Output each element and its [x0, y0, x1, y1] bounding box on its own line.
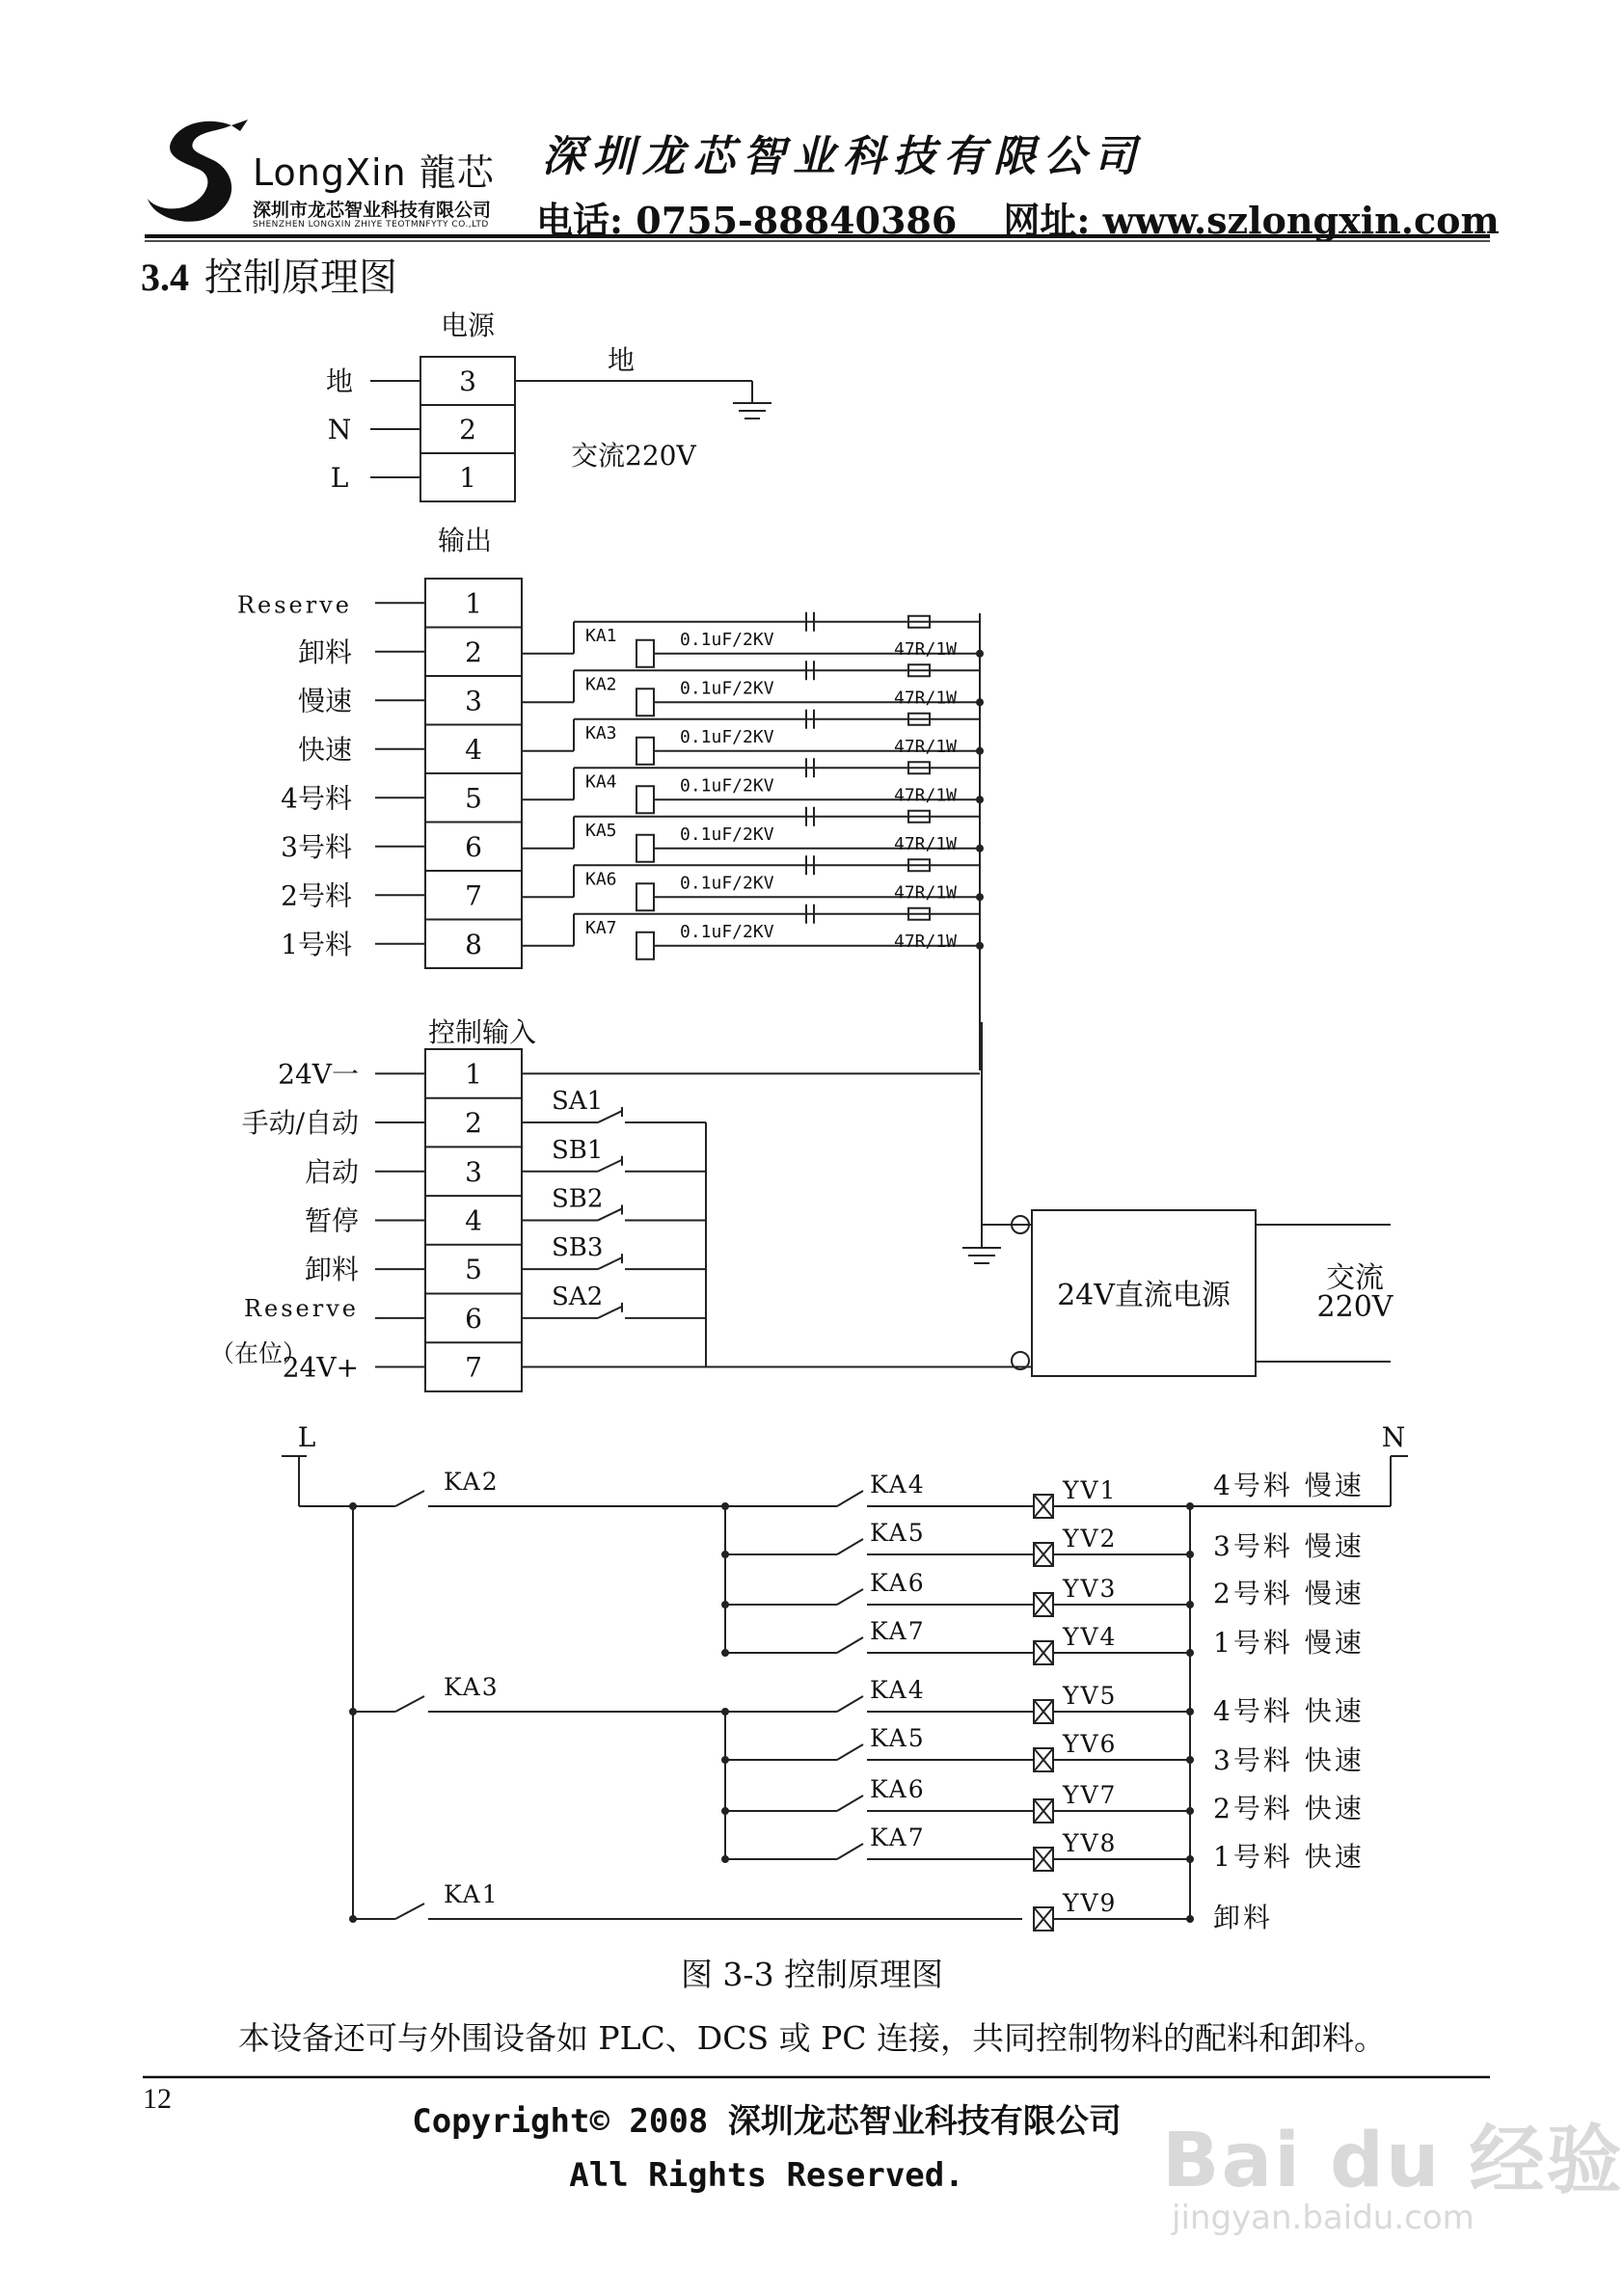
coil-label: YV9 — [1063, 1889, 1118, 1917]
rights-line: All Rights Reserved. — [569, 2156, 964, 2195]
input-row-label: 卸料 — [304, 1254, 359, 1286]
relay-label: KA3 — [585, 722, 617, 743]
rung-contact-label: KA7 — [870, 1617, 926, 1645]
ladder-contact-icon — [837, 1637, 863, 1653]
control-input-title: 控制输入 — [427, 1016, 537, 1048]
capacitor-label: 0.1uF/2KV — [680, 629, 774, 650]
input-terminal-number: 2 — [465, 1107, 482, 1140]
output-row-label: 4号料 — [281, 782, 352, 815]
coil-label: YV4 — [1063, 1623, 1118, 1651]
output-row-label: 2号料 — [281, 879, 352, 912]
footer-rule — [0, 2073, 1624, 2083]
figure-caption: 图 3-3 控制原理图 — [680, 1956, 944, 1993]
coil-label: YV7 — [1063, 1781, 1118, 1809]
psu-ac-label-1: 交流 — [1326, 1261, 1384, 1295]
switch-label: SB2 — [552, 1184, 604, 1214]
ladder-contact-icon — [395, 1696, 424, 1712]
switch-label: SB3 — [552, 1233, 604, 1263]
junction-dot — [977, 797, 983, 802]
left-rail-label: L — [297, 1421, 316, 1453]
body-paragraph: 本设备还可与外围设备如 PLC、DCS 或 PC 连接，共同控制物料的配料和卸料。 — [237, 2019, 1387, 2057]
logo-text: LongXin 龍芯 — [253, 151, 495, 194]
relay-label: KA7 — [585, 917, 617, 938]
logo-subtitle-en: SHENZHEN LONGXIN ZHIYE TEOTMNFYTY CO.,LTD — [253, 220, 489, 230]
website-address: 网址: www.szlongxin.com — [1003, 199, 1500, 242]
relay-coil-icon — [636, 835, 654, 862]
power-block-title: 电源 — [440, 310, 496, 341]
output-terminal-number: 7 — [465, 879, 482, 912]
output-terminal-number: 8 — [465, 928, 482, 960]
junction-dot — [977, 943, 983, 949]
psu-ac-label-2: 220V — [1316, 1290, 1394, 1324]
junction-dot — [1187, 1709, 1193, 1715]
company-name: 深圳龙芯智业科技有限公司 — [542, 132, 1144, 181]
output-terminal-number: 1 — [465, 587, 482, 620]
ladder-contact-icon — [837, 1796, 863, 1811]
relay-coil-icon — [636, 883, 654, 910]
input-row-label: 24V一 — [278, 1058, 359, 1091]
input-terminal-number: 3 — [465, 1155, 482, 1188]
capacitor-label: 0.1uF/2KV — [680, 824, 774, 845]
output-row-label: 1号料 — [281, 928, 352, 960]
logo-subtitle: 深圳市龙芯智业科技有限公司 — [253, 200, 492, 221]
junction-dot — [1187, 1916, 1193, 1922]
output-terminal-number: 6 — [465, 830, 482, 863]
resistor-label: 47R/1W — [894, 785, 958, 806]
input-terminal-number: 7 — [465, 1351, 482, 1384]
rung-description: 2号料 慢速 — [1213, 1578, 1365, 1609]
relay-coil-icon — [636, 640, 654, 667]
rung-description: 4号料 快速 — [1213, 1695, 1365, 1727]
ladder-contact-icon — [395, 1904, 424, 1919]
rung-description: 1号料 慢速 — [1213, 1627, 1365, 1659]
relay-coil-icon — [636, 689, 654, 716]
rung-contact-label: KA4 — [870, 1471, 926, 1499]
input-terminal-number: 1 — [465, 1058, 482, 1091]
ladder-contact-icon — [837, 1589, 863, 1605]
relay-label: KA1 — [585, 625, 617, 646]
resistor-label: 47R/1W — [894, 931, 958, 952]
ladder-contact-icon — [395, 1491, 424, 1506]
coil-label: YV3 — [1063, 1575, 1118, 1603]
section-number: 3.4 — [141, 256, 189, 299]
group-contact-label: KA1 — [444, 1880, 500, 1908]
group-contact-label: KA3 — [444, 1673, 500, 1701]
ladder-contact-icon — [837, 1696, 863, 1712]
output-terminal-number: 2 — [465, 635, 482, 668]
output-row-label: 快速 — [297, 733, 352, 766]
resistor-label: 47R/1W — [894, 833, 958, 854]
output-row-label: Reserve — [236, 591, 352, 619]
junction-dot — [1187, 1757, 1193, 1763]
junction-dot — [977, 894, 983, 900]
power-row-label: N — [327, 414, 352, 446]
group-contact-label: KA2 — [444, 1468, 500, 1496]
power-terminal-number: 1 — [459, 462, 476, 494]
rung-description: 2号料 快速 — [1213, 1793, 1365, 1824]
power-row-label: 地 — [325, 365, 354, 397]
capacitor-label: 0.1uF/2KV — [680, 775, 774, 797]
coil-label: YV2 — [1063, 1525, 1118, 1553]
power-ground-label: 地 — [608, 344, 636, 376]
power-terminal-number: 2 — [459, 414, 476, 446]
input-row-label: 手动/自动 — [241, 1107, 359, 1140]
right-rail-label: N — [1381, 1421, 1406, 1453]
input-terminal-number: 5 — [465, 1254, 482, 1286]
rung-contact-label: KA4 — [870, 1676, 926, 1704]
input-row-label: 24V+ — [282, 1351, 359, 1384]
relay-label: KA5 — [585, 820, 617, 841]
ladder-contact-icon — [837, 1744, 863, 1760]
output-row-label: 卸料 — [297, 635, 352, 668]
power-row-label: L — [330, 462, 349, 494]
section-heading: 控制原理图 — [204, 256, 397, 300]
resistor-label: 47R/1W — [894, 882, 958, 904]
psu-label: 24V直流电源 — [1057, 1279, 1231, 1312]
switch-label: SA1 — [552, 1087, 604, 1117]
relay-coil-icon — [636, 738, 654, 765]
reserve-note: （在位） — [209, 1339, 308, 1367]
relay-coil-icon — [636, 932, 654, 959]
junction-dot — [1187, 1503, 1193, 1509]
power-ac-label: 交流220V — [571, 440, 696, 472]
rung-contact-label: KA6 — [870, 1775, 926, 1803]
output-block-title: 输出 — [437, 525, 493, 556]
rung-contact-label: KA7 — [870, 1823, 926, 1851]
ground-symbol-icon — [733, 381, 771, 419]
relay-label: KA2 — [585, 674, 617, 695]
copyright-line: Copyright© 2008 深圳龙芯智业科技有限公司 — [412, 2102, 1122, 2141]
input-row-label: Reserve — [243, 1294, 359, 1322]
output-row-label: 3号料 — [281, 830, 352, 863]
rung-description: 3号料 慢速 — [1213, 1530, 1365, 1562]
relay-label: KA6 — [585, 869, 617, 890]
switch-label: SA2 — [552, 1282, 604, 1311]
input-row-label: 暂停 — [304, 1204, 359, 1237]
coil-label: YV6 — [1063, 1730, 1118, 1758]
resistor-label: 47R/1W — [894, 638, 958, 660]
baidu-watermark-url: jingyan.baidu.com — [1172, 2199, 1475, 2237]
input-terminal-number: 6 — [465, 1302, 482, 1335]
capacitor-label: 0.1uF/2KV — [680, 921, 774, 942]
relay-coil-icon — [636, 786, 654, 813]
rung-contact-label: KA5 — [870, 1724, 926, 1752]
relay-label: KA4 — [585, 771, 617, 793]
ladder-contact-icon — [837, 1491, 863, 1506]
rung-description: 4号料 慢速 — [1213, 1470, 1365, 1501]
coil-label: YV8 — [1063, 1829, 1118, 1857]
junction-dot — [977, 651, 983, 657]
junction-dot — [1187, 1856, 1193, 1862]
power-terminal-number: 3 — [459, 365, 476, 397]
input-row-label: 启动 — [304, 1155, 359, 1188]
junction-dot — [977, 748, 983, 754]
capacitor-label: 0.1uF/2KV — [680, 678, 774, 699]
resistor-label: 47R/1W — [894, 688, 958, 709]
input-terminal-number: 4 — [465, 1204, 482, 1237]
junction-dot — [977, 699, 983, 705]
junction-dot — [977, 846, 983, 851]
resistor-label: 47R/1W — [894, 736, 958, 757]
rung-contact-label: KA5 — [870, 1519, 926, 1547]
rung-description: 3号料 快速 — [1213, 1744, 1365, 1776]
capacitor-label: 0.1uF/2KV — [680, 726, 774, 747]
ladder-contact-icon — [837, 1539, 863, 1554]
junction-dot — [1187, 1650, 1193, 1656]
output-terminal-number: 5 — [465, 782, 482, 815]
coil-label: YV5 — [1063, 1682, 1118, 1710]
junction-dot — [1187, 1808, 1193, 1814]
coil-label: YV1 — [1063, 1476, 1118, 1504]
page-number: 12 — [143, 2083, 172, 2115]
output-terminal-number: 3 — [465, 685, 482, 717]
phone-number: 电话: 0755-88840386 — [536, 199, 958, 242]
baidu-watermark-logo: Bai du 经验 — [1162, 2118, 1624, 2204]
rung-contact-label: KA6 — [870, 1569, 926, 1597]
junction-dot — [1187, 1602, 1193, 1607]
ladder-contact-icon — [837, 1844, 863, 1859]
switch-label: SB1 — [552, 1135, 604, 1165]
output-terminal-number: 4 — [465, 733, 482, 766]
junction-dot — [1187, 1552, 1193, 1557]
capacitor-label: 0.1uF/2KV — [680, 873, 774, 894]
rung-description: 1号料 快速 — [1213, 1841, 1365, 1873]
output-row-label: 慢速 — [297, 685, 352, 717]
rung-description: 卸料 — [1213, 1902, 1274, 1933]
